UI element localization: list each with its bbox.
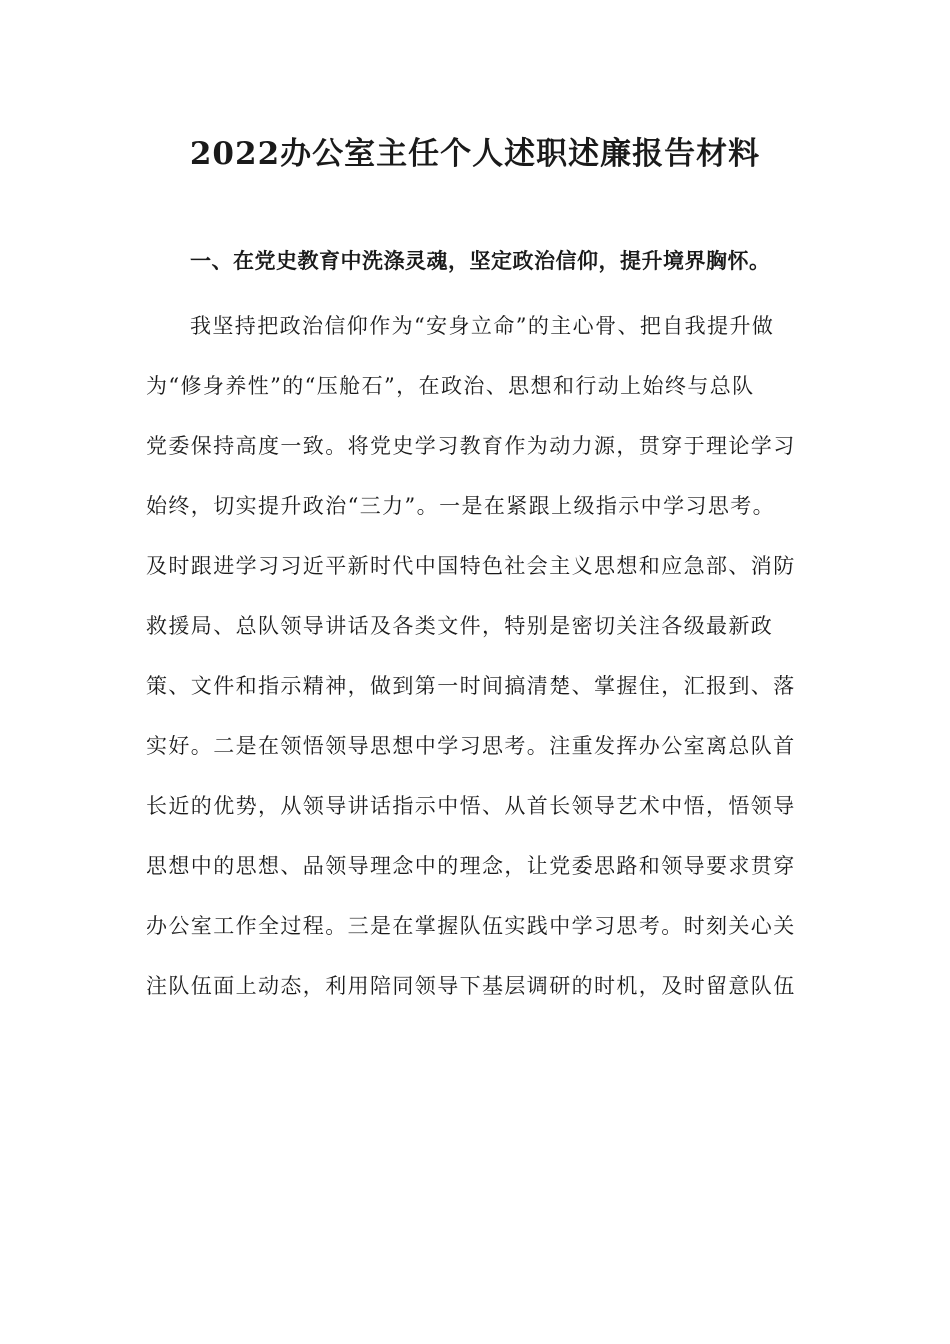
body-line: 我坚持把政治信仰作为“安身立命”的主心骨、把自我提升做: [190, 314, 775, 338]
body-line: 及时跟进学习习近平新时代中国特色社会主义思想和应急部、消防: [146, 554, 796, 578]
body-line: 党委保持高度一致。将党史学习教育作为动力源，贯穿于理论学习: [146, 434, 796, 458]
body-line: 为“修身养性”的“压舱石”，在政治、思想和行动上始终与总队: [146, 374, 755, 398]
body-line: 救援局、总队领导讲话及各类文件，特别是密切关注各级最新政: [146, 614, 774, 638]
body-line: 思想中的思想、品领导理念中的理念，让党委思路和领导要求贯穿: [146, 854, 796, 878]
body-line: 策、文件和指示精神，做到第一时间搞清楚、掌握住，汇报到、落: [146, 674, 796, 698]
document-title: 2022办公室主任个人述职述廉报告材料: [189, 136, 761, 172]
body-line: 实好。二是在领悟领导思想中学习思考。注重发挥办公室离总队首: [146, 734, 796, 758]
body-text: [146, 306, 806, 1026]
section-heading: 一、在党史教育中洗涤灵魂，坚定政治信仰，提升境界胸怀。: [190, 248, 771, 273]
body-line: 长近的优势，从领导讲话指示中悟、从首长领导艺术中悟，悟领导: [146, 794, 796, 818]
body-line: 始终，切实提升政治“三力”。一是在紧跟上级指示中学习思考。: [146, 494, 776, 518]
body-line: 注队伍面上动态，利用陪同领导下基层调研的时机，及时留意队伍: [146, 974, 796, 998]
body-line: 办公室工作全过程。三是在掌握队伍实践中学习思考。时刻关心关: [146, 914, 796, 938]
